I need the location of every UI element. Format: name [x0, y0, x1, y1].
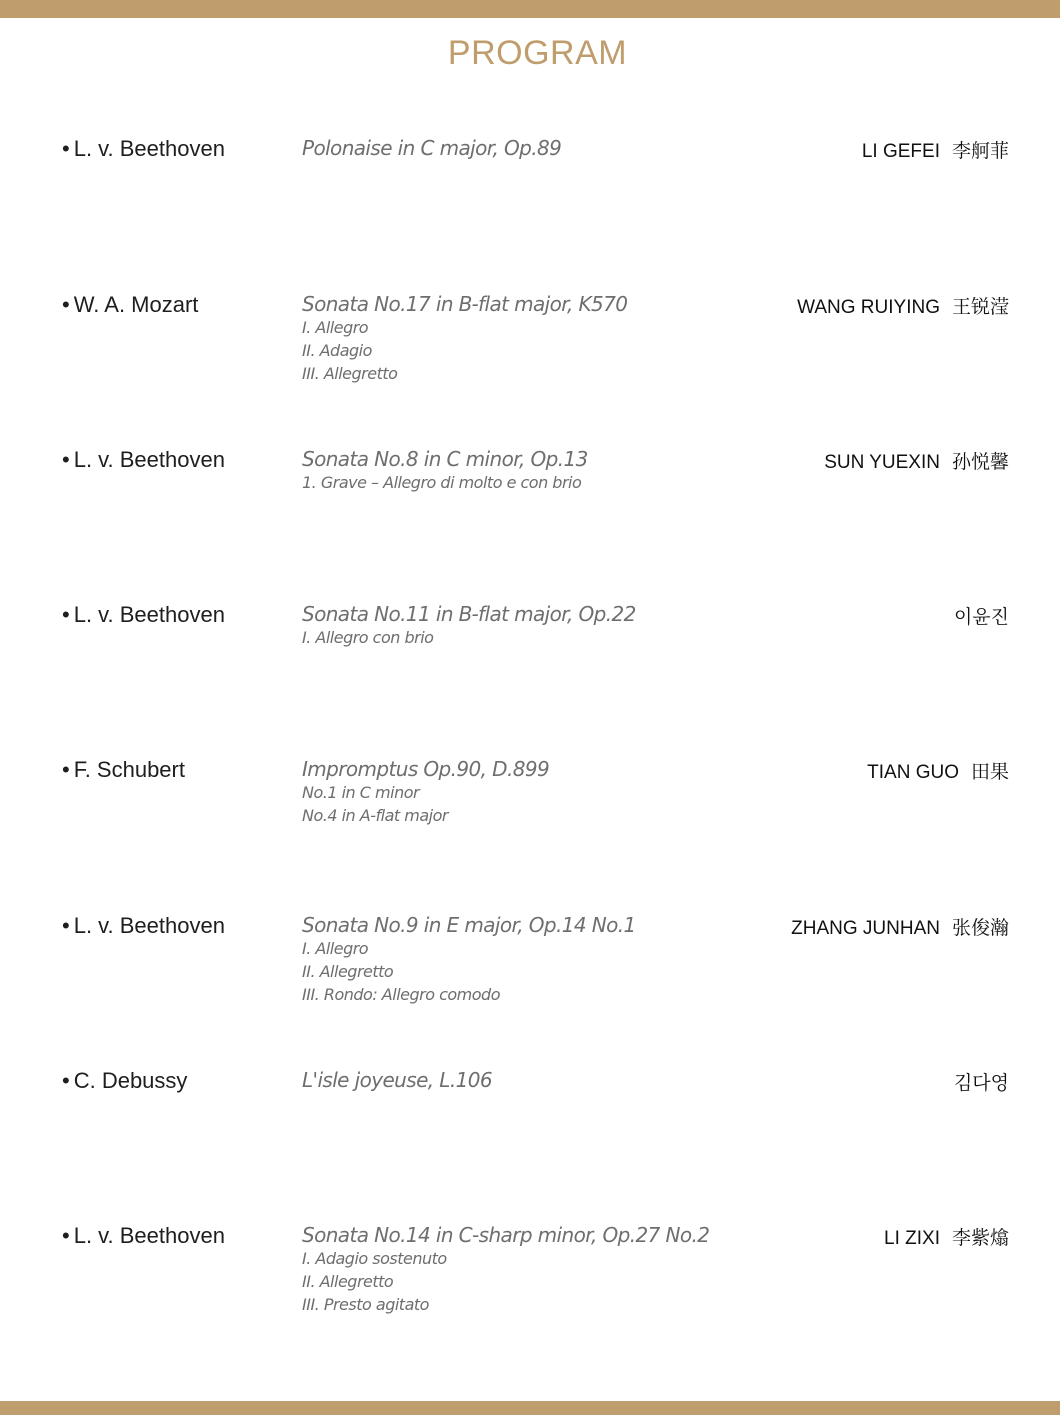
work-title: Sonata No.17 in B-flat major, K570 — [302, 292, 628, 316]
work-title: Sonata No.11 in B-flat major, Op.22 — [302, 602, 636, 626]
work — [302, 1068, 782, 1092]
work — [302, 1223, 782, 1316]
performer-native-name: 张俊瀚 — [951, 918, 1009, 939]
performer — [791, 913, 1009, 940]
movement: III. Rondo: Allegro comodo — [302, 985, 500, 1004]
performer-native-name: 김다영 — [953, 1073, 1009, 1094]
work-title: Impromptus Op.90, D.899 — [302, 757, 550, 781]
movement: 1. Grave – Allegro di molto e con brio — [302, 473, 582, 492]
composer-name: L. v. Beethoven — [73, 602, 225, 627]
program-item — [0, 602, 1060, 722]
movement: No.1 in C minor — [302, 783, 420, 802]
program-item — [0, 757, 1060, 877]
performer — [954, 1068, 1009, 1095]
movement: II. Adagio — [302, 341, 372, 360]
movement: III. Presto agitato — [302, 1295, 429, 1314]
work — [302, 447, 782, 494]
work-title: L'isle joyeuse, L.106 — [302, 1068, 492, 1092]
bullet-icon: • — [62, 602, 70, 627]
movement: No.4 in A-flat major — [302, 806, 448, 825]
work — [302, 136, 782, 160]
bullet-icon: • — [62, 136, 70, 161]
performer-name: LI GEFEI — [861, 141, 940, 162]
performer-name: LI ZIXI — [884, 1228, 940, 1249]
performer — [862, 136, 1009, 163]
composer — [62, 136, 225, 162]
bullet-icon: • — [62, 447, 70, 472]
movement: I. Allegro con brio — [302, 628, 434, 647]
composer-name: L. v. Beethoven — [73, 1223, 225, 1248]
movement: I. Allegro — [302, 318, 369, 337]
performer-native-name: 王锐滢 — [951, 297, 1009, 318]
performer — [824, 447, 1009, 474]
work — [302, 292, 782, 385]
performer — [884, 1223, 1009, 1250]
composer — [62, 913, 225, 939]
bullet-icon: • — [62, 1068, 70, 1093]
bullet-icon: • — [62, 757, 70, 782]
performer — [954, 602, 1009, 629]
composer-name: L. v. Beethoven — [73, 913, 225, 938]
movement: II. Allegretto — [302, 962, 394, 981]
work-title: Sonata No.14 in C-sharp minor, Op.27 No.2 — [302, 1223, 710, 1247]
performer-native-name: 田果 — [970, 762, 1009, 783]
program-item — [0, 913, 1060, 1033]
work — [302, 602, 782, 649]
composer-name: L. v. Beethoven — [73, 136, 225, 161]
performer-native-name: 李紫熻 — [951, 1228, 1009, 1249]
composer-name: C. Debussy — [73, 1068, 188, 1093]
composer — [62, 602, 225, 628]
movement: III. Allegretto — [302, 364, 398, 383]
performer-native-name: 李舸菲 — [951, 141, 1009, 162]
bottom-accent-bar — [0, 1401, 1060, 1415]
bullet-icon: • — [62, 913, 70, 938]
performer-name: ZHANG JUNHAN — [791, 918, 940, 939]
performer-native-name: 孙悦馨 — [951, 452, 1009, 473]
top-accent-bar — [0, 0, 1060, 18]
program-item — [0, 292, 1060, 412]
performer-name: SUN YUEXIN — [824, 452, 940, 473]
work-title: Sonata No.9 in E major, Op.14 No.1 — [302, 913, 636, 937]
performer-name: TIAN GUO — [867, 762, 959, 783]
movement: II. Allegretto — [302, 1272, 394, 1291]
movement: I. Adagio sostenuto — [302, 1249, 447, 1268]
performer-name: WANG RUIYING — [797, 297, 940, 318]
composer — [62, 1068, 187, 1094]
work — [302, 913, 782, 1006]
performer — [797, 292, 1009, 319]
work — [302, 757, 782, 827]
program-item — [0, 136, 1060, 256]
performer-native-name: 이윤진 — [953, 607, 1009, 628]
composer — [62, 757, 185, 783]
composer — [62, 1223, 225, 1249]
composer-name: F. Schubert — [73, 757, 185, 782]
movement: I. Allegro — [302, 939, 369, 958]
bullet-icon: • — [62, 292, 70, 317]
performer — [867, 757, 1009, 784]
composer-name: L. v. Beethoven — [73, 447, 225, 472]
composer — [62, 292, 198, 318]
page-title: PROGRAM — [447, 34, 628, 72]
program-item — [0, 1068, 1060, 1188]
program-item — [0, 1223, 1060, 1343]
composer — [62, 447, 225, 473]
program-item — [0, 447, 1060, 567]
composer-name: W. A. Mozart — [73, 292, 199, 317]
work-title: Sonata No.8 in C minor, Op.13 — [302, 447, 588, 471]
work-title: Polonaise in C major, Op.89 — [302, 136, 562, 160]
bullet-icon: • — [62, 1223, 70, 1248]
